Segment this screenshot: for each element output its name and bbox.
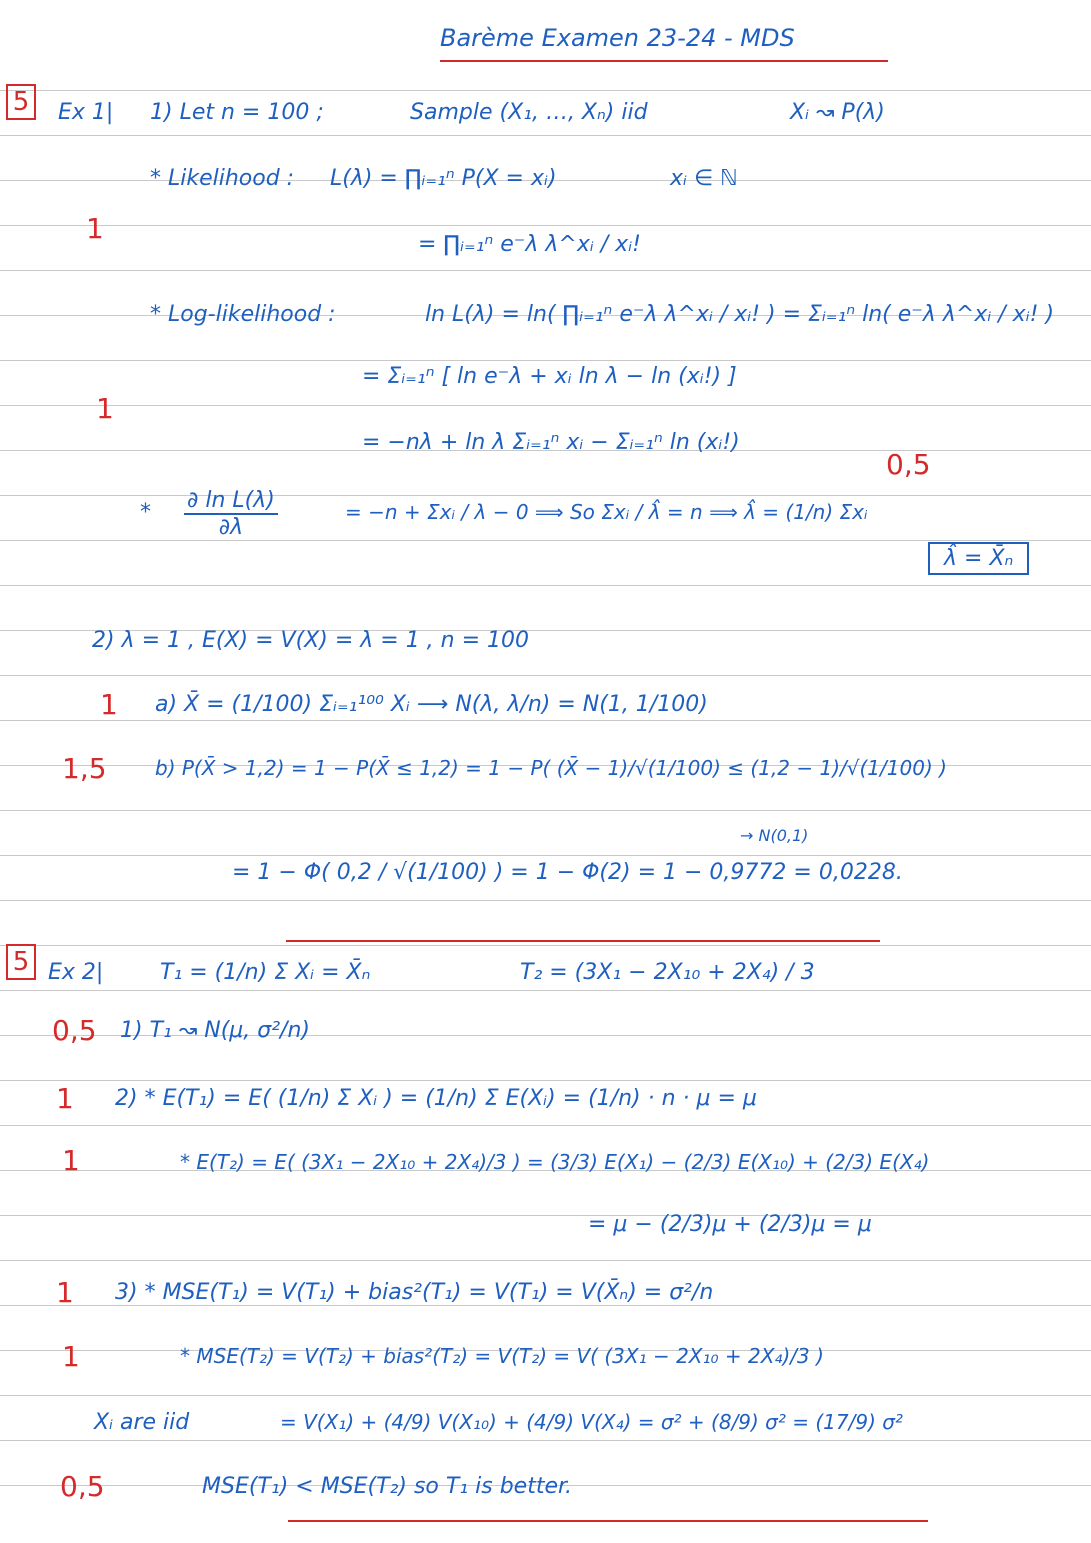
- ex1-derivative-star: *: [140, 500, 151, 525]
- ruled-line: [0, 900, 1091, 901]
- ex1-q2b: b) P(X̄ > 1,2) = 1 − P(X̄ ≤ 1,2) = 1 − P( (X̄ − 1)/√(1/100) ≤ (1,2 − 1)/√(1/100) ): [155, 756, 947, 780]
- ex1-q1-distribution: Xᵢ ↝ P(λ): [790, 100, 885, 125]
- ruled-line: [0, 1260, 1091, 1261]
- ex1-loglik-formula: ln L(λ) = ln( ∏ᵢ₌₁ⁿ e⁻λ λ^xᵢ / xᵢ! ) = Σᵢ₌₁ⁿ ln( e⁻λ λ^xᵢ / xᵢ! ): [425, 302, 1055, 327]
- ruled-line: [0, 855, 1091, 856]
- ruled-line: [0, 720, 1091, 721]
- ex1-likelihood-line2: = ∏ᵢ₌₁ⁿ e⁻λ λ^xᵢ / xᵢ!: [418, 232, 641, 257]
- ex1-derivative-rhs: = −n + Σxᵢ / λ − 0 ⟹ So Σxᵢ / λ̂ = n ⟹ λ̂ = (1/n) Σxᵢ: [345, 500, 868, 524]
- ex2-q2b-line2: = μ − (2/3)μ + (2/3)μ = μ: [588, 1212, 872, 1237]
- ex2-conclusion: MSE(T₁) < MSE(T₂) so T₁ is better.: [202, 1474, 572, 1499]
- ex1-likelihood-domain: xᵢ ∈ ℕ: [670, 166, 738, 191]
- ex2-mark-4: 0,5: [60, 1470, 105, 1503]
- ex1-mark-2a: 1: [100, 688, 118, 721]
- ex1-q2a: a) X̄ = (1/100) Σᵢ₌₁¹⁰⁰ Xᵢ ⟶ N(λ, λ/n) = N(1, 1/100): [155, 692, 708, 717]
- ex2-total-score: 5: [6, 944, 36, 980]
- ruled-line: [0, 360, 1091, 361]
- ex1-q1-sample: Sample (X₁, …, Xₙ) iid: [410, 100, 648, 125]
- ruled-line: [0, 675, 1091, 676]
- ruled-line: [0, 810, 1091, 811]
- ex1-mark-likelihood: 1: [86, 212, 104, 245]
- ruled-line: [0, 135, 1091, 136]
- ruled-line: [0, 585, 1091, 586]
- ex1-mark-2b: 1,5: [62, 752, 107, 785]
- ex2-q3b-line2: = V(X₁) + (4/9) V(X₁₀) + (4/9) V(X₄) = σ² + (8/9) σ² = (17/9) σ²: [280, 1410, 903, 1434]
- ruled-line: [0, 225, 1091, 226]
- ruled-line: [0, 1305, 1091, 1306]
- ruled-line: [0, 990, 1091, 991]
- ex1-q2b-line2: = 1 − Φ( 0,2 / √(1/100) ) = 1 − Φ(2) = 1 − 0,9772 = 0,0228.: [232, 860, 903, 885]
- ex1-separator: [286, 940, 880, 942]
- ruled-line: [0, 495, 1091, 496]
- ex2-separator: [288, 1520, 928, 1522]
- ruled-line: [0, 945, 1091, 946]
- ex1-boxed-estimator: λ̂ = X̄ₙ: [928, 542, 1029, 575]
- ex1-q2-intro: 2) λ = 1 , E(X) = V(X) = λ = 1 , n = 100: [92, 628, 530, 653]
- ex2-mark-2: 1: [56, 1082, 74, 1115]
- title-underline: [440, 60, 888, 62]
- derivative-fraction: [184, 488, 278, 540]
- derivative-denominator: ∂λ: [218, 515, 244, 540]
- ruled-line: [0, 1440, 1091, 1441]
- ruled-line: [0, 1125, 1091, 1126]
- ex2-t2-definition: T₂ = (3X₁ − 2X₁₀ + 2X₄) / 3: [520, 960, 815, 985]
- ex2-q1: 1) T₁ ↝ N(μ, σ²/n): [120, 1018, 310, 1043]
- ex2-t1-definition: T₁ = (1/n) Σ Xᵢ = X̄ₙ: [160, 960, 371, 985]
- ex1-total-score: 5: [6, 84, 36, 120]
- ruled-line: [0, 90, 1091, 91]
- ruled-line: [0, 1080, 1091, 1081]
- ex1-loglik-line3: = −nλ + ln λ Σᵢ₌₁ⁿ xᵢ − Σᵢ₌₁ⁿ ln (xᵢ!): [362, 430, 740, 455]
- ex2-iid-note: Xᵢ are iid: [94, 1410, 190, 1435]
- derivative-numerator: ∂ ln L(λ): [184, 488, 278, 515]
- ex2-q2b: * E(T₂) = E( (3X₁ − 2X₁₀ + 2X₄)/3 ) = (3/3) E(X₁) − (2/3) E(X₁₀) + (2/3) E(X₄): [180, 1150, 930, 1174]
- ex1-mark-derivative: 0,5: [886, 448, 931, 481]
- ex1-q2b-normal-note: → N(0,1): [740, 826, 809, 845]
- ruled-line: [0, 405, 1091, 406]
- ex2-q2: 2) * E(T₁) = E( (1/n) Σ Xᵢ ) = (1/n) Σ E(Xᵢ) = (1/n) · n · μ = μ: [115, 1086, 757, 1111]
- ruled-line: [0, 1215, 1091, 1216]
- ex2-mark-3: 1: [56, 1276, 74, 1309]
- ex1-mark-loglik: 1: [96, 392, 114, 425]
- ex2-label: Ex 2|: [48, 960, 104, 985]
- ruled-line: [0, 540, 1091, 541]
- ex2-q3b: * MSE(T₂) = V(T₂) + bias²(T₂) = V(T₂) = V( (3X₁ − 2X₁₀ + 2X₄)/3 ): [180, 1344, 824, 1368]
- ex1-likelihood-label: * Likelihood :: [150, 166, 295, 191]
- ex1-q1-intro: 1) Let n = 100 ;: [150, 100, 324, 125]
- ex2-mark-2b: 1: [62, 1144, 80, 1177]
- page-title: Barème Examen 23-24 - MDS: [440, 24, 795, 52]
- ex1-label: Ex 1|: [58, 100, 114, 125]
- ex1-derivative-lhs: [180, 488, 282, 540]
- ex2-q3: 3) * MSE(T₁) = V(T₁) + bias²(T₁) = V(T₁) = V(X̄ₙ) = σ²/n: [115, 1280, 714, 1305]
- ex2-mark-1: 0,5: [52, 1014, 97, 1047]
- ex2-mark-3b: 1: [62, 1340, 80, 1373]
- ex1-loglik-label: * Log-likelihood :: [150, 302, 336, 327]
- ruled-line: [0, 270, 1091, 271]
- ruled-line: [0, 1395, 1091, 1396]
- ex1-loglik-line2: = Σᵢ₌₁ⁿ [ ln e⁻λ + xᵢ ln λ − ln (xᵢ!) ]: [362, 364, 737, 389]
- ex1-likelihood-formula: L(λ) = ∏ᵢ₌₁ⁿ P(X = xᵢ): [330, 166, 557, 191]
